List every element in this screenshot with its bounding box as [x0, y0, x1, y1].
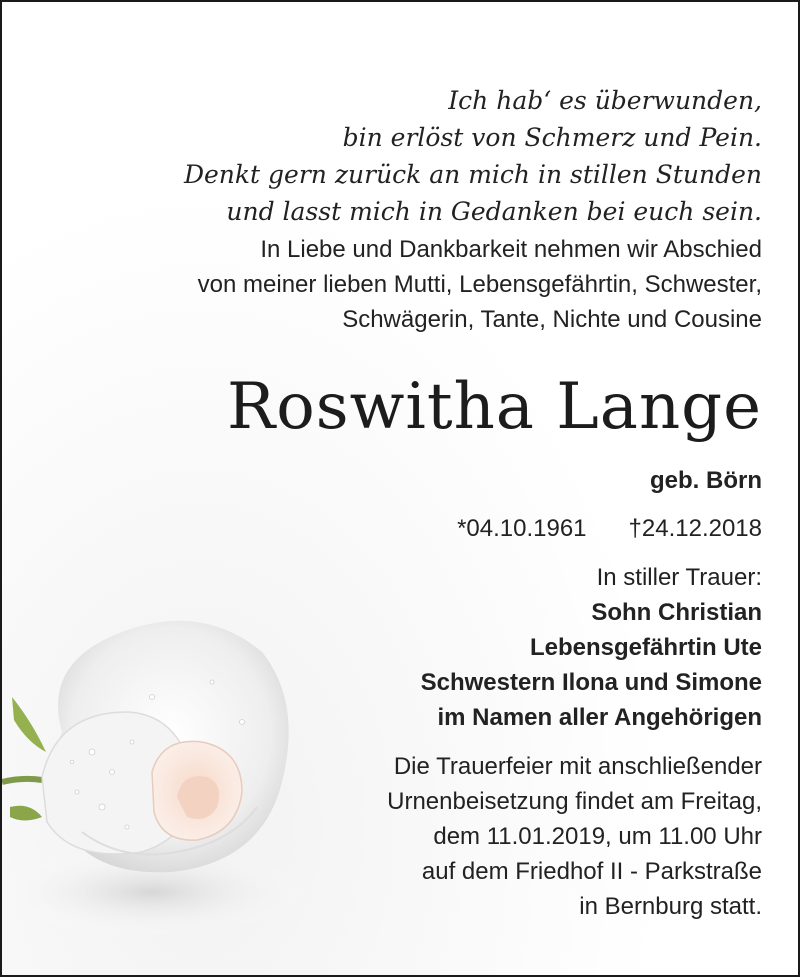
farewell-intro: [198, 232, 762, 337]
funeral-line: in Bernburg statt.: [579, 893, 762, 920]
intro-line: Schwägerin, Tante, Nichte und Cousine: [342, 306, 762, 333]
poem-line: Denkt gern zurück an mich in stillen Stunden: [183, 160, 762, 189]
life-dates: [457, 512, 762, 546]
poem: [184, 82, 762, 230]
birth-name: geb. Börn: [650, 467, 762, 494]
funeral-line: Die Trauerfeier mit anschließender: [393, 753, 762, 780]
mourner-name: Schwestern Ilona und Simone: [420, 669, 762, 696]
funeral-line: dem 11.01.2019, um 11.00 Uhr: [433, 823, 762, 850]
birth-date: *04.10.1961: [457, 515, 587, 542]
funeral-info: [387, 749, 762, 924]
intro-line: In Liebe und Dankbarkeit nehmen wir Abschied: [260, 236, 762, 263]
funeral-line: auf dem Friedhof II - Parkstraße: [421, 858, 762, 885]
death-date: †24.12.2018: [628, 515, 762, 542]
poem-line: und lasst mich in Gedanken bei euch sein.: [226, 197, 762, 226]
mourner-name: im Namen aller Angehörigen: [437, 704, 762, 731]
poem-line: bin erlöst von Schmerz und Pein.: [342, 123, 762, 152]
white-rose-icon: [2, 602, 332, 942]
mourner-name: Sohn Christian: [591, 599, 762, 626]
mourners: [421, 560, 762, 735]
intro-line: von meiner lieben Mutti, Lebensgefährtin, Schwester,: [197, 271, 762, 298]
deceased-name: Roswitha Lange: [227, 370, 762, 444]
mourner-name: Lebensgefährtin Ute: [529, 634, 762, 661]
poem-line: Ich hab‘ es überwunden,: [448, 86, 762, 115]
funeral-line: Urnenbeisetzung findet am Freitag,: [387, 788, 762, 815]
mourners-heading: In stiller Trauer:: [596, 564, 762, 591]
